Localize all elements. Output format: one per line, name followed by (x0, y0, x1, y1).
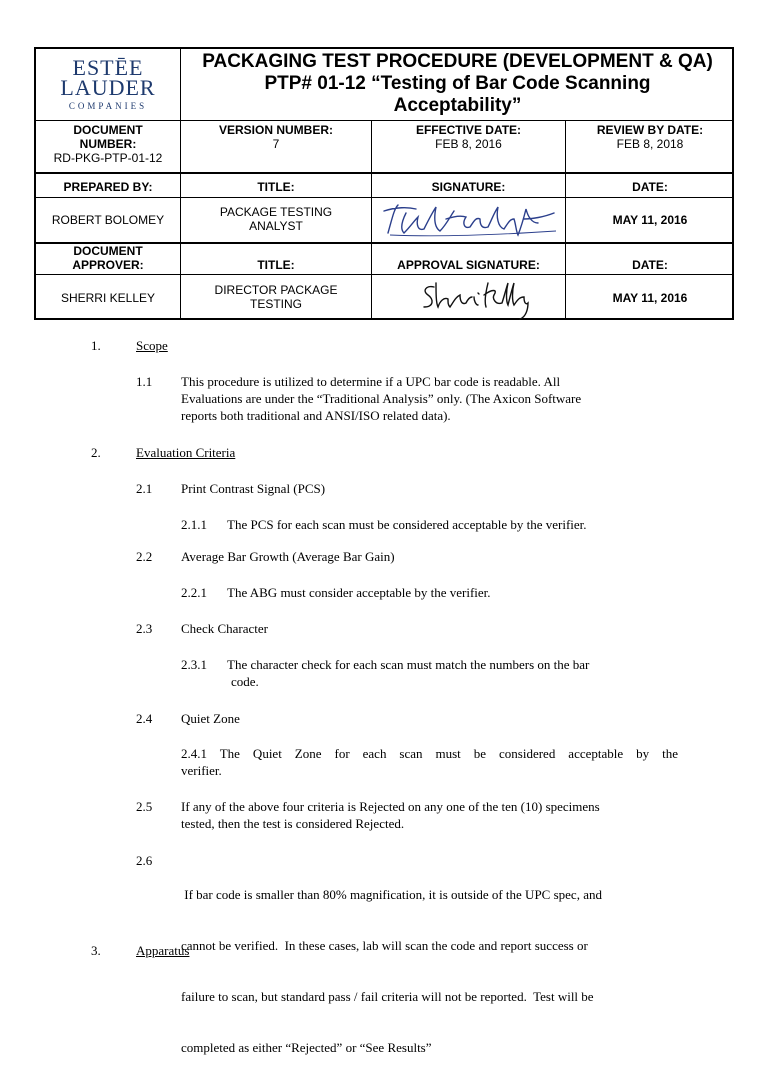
title-line-3: Acceptability” (393, 95, 522, 116)
item-2-4-number: 2.4 (136, 711, 153, 726)
section-3-title: Apparatus (136, 943, 190, 958)
item-2-2-text: Average Bar Growth (Average Bar Gain) (181, 549, 395, 564)
preparer-name: ROBERT BOLOMEY (51, 213, 165, 227)
doc-number-cell (36, 123, 180, 165)
preparer-date: MAY 11, 2016 (612, 213, 688, 227)
review-date-cell (566, 123, 734, 151)
item-2-3-1-text (227, 656, 589, 690)
item-2-1-1-text: The PCS for each scan must be considered acceptable by the verifier. (227, 517, 587, 532)
item-1-1-text (181, 373, 581, 424)
logo-line-2: LAUDER (60, 75, 156, 100)
item-2-2-1-text: The ABG must consider acceptable by the verifier. (227, 585, 491, 600)
item-2-6-line-3: failure to scan, but standard pass / fail criteria will not be reported. Test will be (181, 989, 594, 1004)
item-2-6-number: 2.6 (136, 853, 153, 868)
item-2-4-1-text (181, 745, 678, 779)
title-line-2: PTP# 01-12 “Testing of Bar Code Scanning (264, 73, 651, 94)
item-1-1-number: 1.1 (136, 374, 153, 389)
prepared-by-label: PREPARED BY: (63, 180, 153, 194)
item-1-1-line-1: This procedure is utilized to determine if a UPC bar code is readable. All (181, 374, 561, 389)
signature-label: SIGNATURE: (431, 180, 506, 194)
approver-title (181, 283, 371, 311)
preparer-title-line-2: ANALYST (249, 219, 303, 233)
item-1-1-line-2: Evaluations are under the “Traditional Analysis” only. (The Axicon Software (181, 391, 582, 406)
review-date-label: REVIEW BY DATE: (596, 123, 704, 137)
logo-line-1: ESTĒE (72, 55, 144, 80)
document-title (181, 49, 734, 119)
item-2-3-text: Check Character (181, 621, 268, 636)
item-2-1-1-number: 2.1.1 (181, 517, 207, 532)
effective-date-cell (372, 123, 565, 151)
item-2-5-line-2: tested, then the test is considered Rejected. (181, 816, 405, 831)
item-2-5-line-1: If any of the above four criteria is Rejected on any one of the ten (10) specimens (181, 799, 600, 814)
logo-line-3: COMPANIES (68, 101, 148, 111)
item-2-6-line-2: cannot be verified. In these cases, lab will scan the code and report success or (181, 938, 588, 953)
approver-title-label: TITLE: (257, 258, 295, 272)
section-2-number: 2. (91, 445, 101, 460)
approval-signature-label: APPROVAL SIGNATURE: (397, 258, 540, 272)
preparer-date-label: DATE: (632, 180, 668, 194)
approver-label-line-2: APPROVER: (72, 258, 144, 272)
preparer-title-line-1: PACKAGE TESTING (219, 205, 333, 219)
item-2-6-text (181, 852, 602, 1073)
item-2-3-1-line-1: The character check for each scan must match the numbers on the bar (227, 657, 590, 672)
preparer-signature (376, 199, 561, 241)
section-1-title: Scope (136, 338, 168, 353)
section-2-title: Evaluation Criteria (136, 445, 236, 460)
doc-number-value: RD-PKG-PTP-01-12 (53, 151, 163, 165)
item-2-3-1-line-2: code. (231, 674, 259, 689)
preparer-title-label: TITLE: (257, 180, 295, 194)
item-2-3-number: 2.3 (136, 621, 153, 636)
version-label: VERSION NUMBER: (218, 123, 333, 137)
approver-name: SHERRI KELLEY (60, 291, 156, 305)
review-date-value: FEB 8, 2018 (616, 137, 684, 151)
doc-number-label-2: NUMBER: (79, 137, 137, 151)
item-2-6-line-4: completed as either “Rejected” or “See Results” (181, 1040, 432, 1055)
preparer-title (181, 205, 371, 233)
approver-label (36, 244, 180, 272)
title-line-1: PACKAGING TEST PROCEDURE (DEVELOPMENT & QA) (202, 51, 713, 72)
item-2-6-line-1: If bar code is smaller than 80% magnification, it is outside of the UPC spec, and (181, 887, 602, 902)
approver-date-label: DATE: (632, 258, 668, 272)
approver-date: MAY 11, 2016 (612, 291, 688, 305)
item-2-2-1-number: 2.2.1 (181, 585, 207, 600)
company-logo (36, 49, 180, 119)
effective-date-value: FEB 8, 2016 (435, 137, 502, 151)
item-2-1-text: Print Contrast Signal (PCS) (181, 481, 326, 496)
item-2-4-1-line-2: verifier. (181, 763, 222, 778)
item-2-3-1-number: 2.3.1 (181, 657, 207, 672)
effective-date-label: EFFECTIVE DATE: (415, 123, 522, 137)
version-cell (181, 123, 371, 151)
section-1-number: 1. (91, 338, 101, 353)
approver-signature (416, 277, 536, 321)
doc-number-label: DOCUMENT (73, 123, 143, 137)
version-value: 7 (272, 137, 280, 151)
approver-title-line-1: DIRECTOR PACKAGE (214, 283, 338, 297)
item-1-1-line-3: reports both traditional and ANSI/ISO related data). (181, 408, 451, 423)
item-2-1-number: 2.1 (136, 481, 153, 496)
section-3-number: 3. (91, 943, 101, 958)
item-2-4-text: Quiet Zone (181, 711, 240, 726)
item-2-5-text (181, 798, 600, 832)
document-header-table (34, 47, 734, 320)
approver-label-line-1: DOCUMENT (73, 244, 143, 258)
item-2-4-1-line-1: 2.4.1 The Quiet Zone for each scan must be considered acceptable by the (181, 746, 678, 761)
approver-title-line-2: TESTING (249, 297, 302, 311)
item-2-2-number: 2.2 (136, 549, 153, 564)
item-2-5-number: 2.5 (136, 799, 153, 814)
